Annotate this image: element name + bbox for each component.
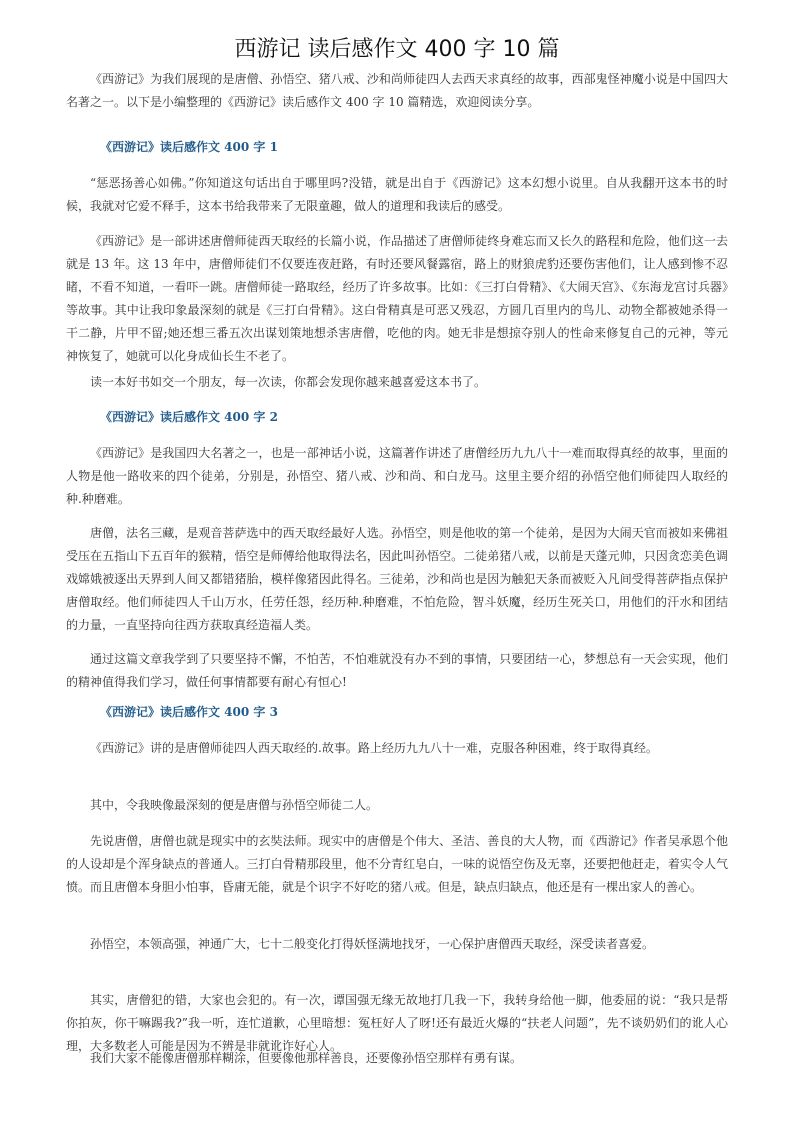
intro-paragraph: 《西游记》为我们展现的是唐僧、孙悟空、猪八戒、沙和尚师徒四人去西天求真经的故事，西部鬼怪神魔小说是中国四大名著之一。以下是小编整理的《西游记》读后感作文 400 字 10 篇精选，欢迎阅读分享。 xyxy=(66,72,728,109)
page-title: 西游记 读后感作文 400 字 10 篇 xyxy=(234,37,560,62)
paragraph: 《西游记》讲的是唐僧师徒四人西天取经的.故事。路上经历九九八十一难，克服各种困难，终于取得真经。 xyxy=(90,741,658,755)
paragraph: 通过这篇文章我学到了只要坚持不懈，不怕苦，不怕难就没有办不到的事情，只要团结一心，梦想总有一天会实现，他们的精神值得我们学习，做任何事情都要有耐心有恒心! xyxy=(66,652,728,689)
section-1-p2-block xyxy=(66,230,728,368)
section-3-p4-block xyxy=(66,933,728,956)
paragraph: 《西游记》是我国四大名著之一，也是一部神话小说，这篇著作讲述了唐僧经历九九八十一难而取得真经的故事，里面的人物是他一路收来的四个徒弟，分别是，孙悟空、猪八戒、沙和尚、和白龙马。这里主要介绍的孙悟空他们师徒四人取经的种.种磨难。 xyxy=(66,446,728,506)
paragraph: 先说唐僧，唐僧也就是现实中的玄奘法师。现实中的唐僧是个伟大、圣洁、善良的大人物，而《西游记》作者吴承恩个他的人设却是个浑身缺点的普通人。三打白骨精那段里，他不分青红皂白，一味的说悟空伤及无辜，还要把他赶走，着实令人气愤。而且唐僧本身胆小怕事，昏庸无能，就是个识字不好吃的猪八戒。但是，缺点归缺点，他还是有一棵出家人的善心。 xyxy=(66,834,728,894)
section-3-p1-block xyxy=(66,737,728,760)
section-heading-2: 《西游记》读后感作文 400 字 2 xyxy=(100,410,278,424)
section-1-p1-block xyxy=(66,172,728,218)
section-2-p2-block xyxy=(66,522,728,637)
section-2-p1-block xyxy=(66,442,728,511)
paragraph: 《西游记》是一部讲述唐僧师徒西天取经的长篇小说，作品描述了唐僧师徒终身难忘而又长久的路程和危险，他们这一去就是 13 年。这 13 年中，唐僧师徒们不仅要连夜赶路，有时还要风餐露宿，路上的财狼虎豹还要伤害他们，让人感到惨不忍睹，不看不知道，一看吓一跳。唐僧师徒一路取经，经历了许多故事。比如：《三打白骨精》、《大闹天宫》、《东海龙宫讨兵器》等故事。其中让我印象最深刻的就是《三打白骨精》。这白骨精真是可恶又残忍，方圆几百里内的鸟儿、动物全都被她杀得一干二静，片甲不留;她还想三番五次出谋划策地想杀害唐僧，吃他的肉。她无非是想掠夺别人的性命来修复自己的元神，等元神恢复了，她就可以化身成仙长生不老了。 xyxy=(66,234,728,363)
section-3-p2-block xyxy=(66,794,728,817)
paragraph: 其实，唐僧犯的错，大家也会犯的。有一次，谭国强无缘无故地打几我一下，我转身给他一脚，他委屈的说：“我只是帮你拍灰，你干嘛踢我?”我一听，连忙道歉，心里暗想：冤枉好人了呀!还有最近火爆的“扶老人问题”，先不谈奶奶们的讹人心理，大多数老人可能是因为不辨是非就讹诈好心人。 xyxy=(66,993,728,1053)
section-3-p6-block xyxy=(66,1047,728,1070)
section-2-p3-block xyxy=(66,648,728,694)
paragraph: 孙悟空，本领高强，神通广大，七十二般变化打得妖怪满地找牙，一心保护唐僧西天取经，深受读者喜爱。 xyxy=(90,937,655,951)
section-heading-1: 《西游记》读后感作文 400 字 1 xyxy=(100,140,278,154)
paragraph: 我们大家不能像唐僧那样糊涂，但要像他那样善良，还要像孙悟空那样有勇有谋。 xyxy=(90,1051,523,1065)
paragraph: 其中，令我映像最深刻的便是唐僧与孙悟空师徒二人。 xyxy=(90,798,379,812)
section-1-p3-block xyxy=(66,371,728,394)
intro-block xyxy=(66,68,728,114)
paragraph: 唐僧，法名三藏，是观音菩萨选中的西天取经最好人选。孙悟空，则是他收的第一个徒弟，是因为大闹天官而被如来佛祖受压在五指山下五百年的猴精，悟空是师傅给他取得法名，因此叫孙悟空。二徒弟猪八戒，以前是天蓬元帅，只因贪恋美色调戏嫦娥被逐出天界到人间又都错猪胎，模样像猪因此得名。三徒弟，沙和尚也是因为触犯天条而被贬入凡间受得菩萨指点保护唐僧取经。他们师徒四人千山万水，任劳任怨，经历种.种磨难，不怕危险，智斗妖魔，经历生死关口，用他们的汗水和团结的力量，一直坚持向往西方获取真经造福人类。 xyxy=(66,526,728,632)
section-heading-3: 《西游记》读后感作文 400 字 3 xyxy=(100,705,278,719)
paragraph: “惩恶扬善心如佛。”你知道这句话出自于哪里吗?没错，就是出自于《西游记》这本幻想小说里。自从我翻开这本书的时候，我就对它爱不释手，这本书给我带来了无限童趣，做人的道理和我读后的感受。 xyxy=(66,176,728,213)
paragraph: 读一本好书如交一个朋友，每一次读，你都会发现你越来越喜爱这本书了。 xyxy=(90,375,487,389)
section-3-p3-block xyxy=(66,830,728,899)
